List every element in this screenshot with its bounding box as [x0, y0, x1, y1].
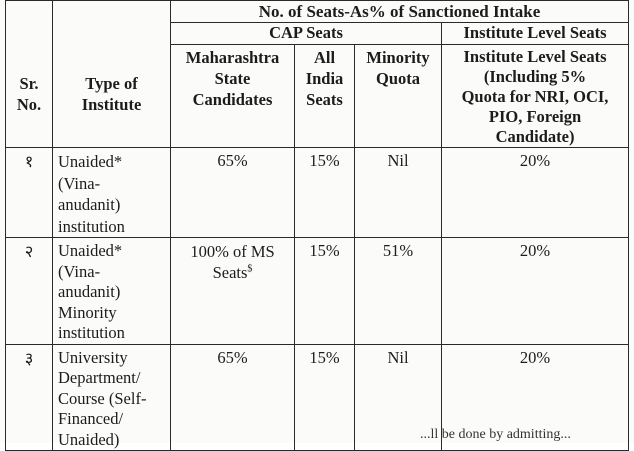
ms-value: 65%	[217, 151, 248, 170]
header-row-group	[6, 1, 629, 23]
sr-no-value: ३	[24, 348, 34, 368]
type-line: anudanit)	[58, 282, 121, 301]
institute-level-seats-header: Institute Level Seats	[442, 23, 629, 45]
table-row	[6, 148, 629, 238]
ai-header-line1: All	[313, 48, 336, 67]
sr-no-header-line2: No.	[16, 95, 42, 114]
sr-no-value: २	[24, 242, 34, 261]
il-header-line2: (Including 5%	[483, 67, 587, 86]
il-cell	[442, 238, 629, 345]
il-header-line5: Candidate)	[495, 127, 575, 146]
ms-cell	[171, 344, 295, 451]
ai-value: 15%	[309, 347, 340, 367]
all-india-seats-header	[295, 45, 355, 148]
sr-no-header	[6, 1, 53, 148]
type-line: Course (Self-	[58, 388, 147, 408]
il-value: 20%	[519, 241, 551, 260]
il-value: 20%	[519, 347, 551, 367]
ai-header-line2: India	[305, 69, 344, 88]
ai-cell	[295, 148, 355, 238]
il-value: 20%	[519, 151, 551, 170]
ms-header-line2: State	[214, 69, 251, 88]
mq-value: Nil	[387, 347, 409, 367]
seat-distribution-table	[5, 0, 629, 451]
type-line: Unaided*	[58, 152, 123, 171]
minority-quota-header	[355, 45, 442, 148]
mq-value: Nil	[387, 151, 409, 170]
mq-value: 51%	[382, 241, 414, 260]
il-cell	[442, 148, 629, 238]
type-line: Financed/	[58, 409, 124, 428]
ms-candidates-header	[171, 45, 295, 148]
type-line: institution	[58, 323, 125, 342]
ai-header-line3: Seats	[306, 90, 343, 109]
il-header-line4: PIO, Foreign	[488, 107, 582, 126]
mq-cell	[355, 238, 442, 345]
type-line: institution	[58, 216, 125, 236]
type-line: (Vina-	[58, 173, 101, 193]
type-line: Department/	[58, 368, 141, 387]
mq-header-line2: Quota	[375, 69, 420, 88]
sr-no-cell	[6, 238, 53, 345]
ai-cell	[295, 344, 355, 451]
institute-level-detail-header	[442, 45, 629, 148]
sr-no-cell	[6, 344, 53, 451]
seats-group-title: No. of Seats-As% of Sanctioned Intake	[171, 1, 629, 23]
il-header-line3: Quota for NRI, OCI,	[461, 87, 609, 106]
type-of-institute-header	[53, 1, 171, 148]
ms-cell	[171, 148, 295, 238]
sr-no-header-line1: Sr.	[19, 74, 39, 93]
ms-value-extra: Seats	[212, 263, 248, 282]
sr-no-value: १	[24, 152, 34, 171]
type-cell	[53, 344, 171, 451]
type-cell	[53, 238, 171, 345]
ms-value: 65%	[217, 347, 248, 367]
type-line: anudanit)	[58, 195, 121, 214]
type-line: (Vina-	[58, 261, 101, 281]
type-line: Unaided*	[58, 241, 123, 260]
dollar-footnote-mark: $	[247, 263, 253, 275]
type-line: University	[58, 347, 128, 367]
cap-seats-header: CAP Seats	[171, 23, 442, 45]
il-header-line1: Institute Level Seats	[463, 47, 607, 66]
ms-header-line3: Candidates	[192, 90, 273, 109]
ms-header-line1: Maharashtra	[185, 48, 280, 67]
ai-value: 15%	[309, 151, 340, 170]
sr-no-cell	[6, 148, 53, 238]
type-line: Unaided)	[58, 429, 120, 449]
mq-cell	[355, 148, 442, 238]
ms-cell	[171, 238, 295, 345]
ai-cell	[295, 238, 355, 345]
footer-fragment: ...ll be done by admitting...	[420, 427, 571, 442]
mq-header-line1: Minority	[366, 48, 430, 67]
type-header-line2: Institute	[81, 95, 142, 114]
ms-value: 100% of MS	[190, 242, 275, 261]
type-line: Minority	[58, 302, 117, 322]
ai-value: 15%	[309, 241, 340, 260]
type-cell	[53, 148, 171, 238]
table-row	[6, 238, 629, 345]
type-header-line1: Type of	[85, 74, 138, 93]
